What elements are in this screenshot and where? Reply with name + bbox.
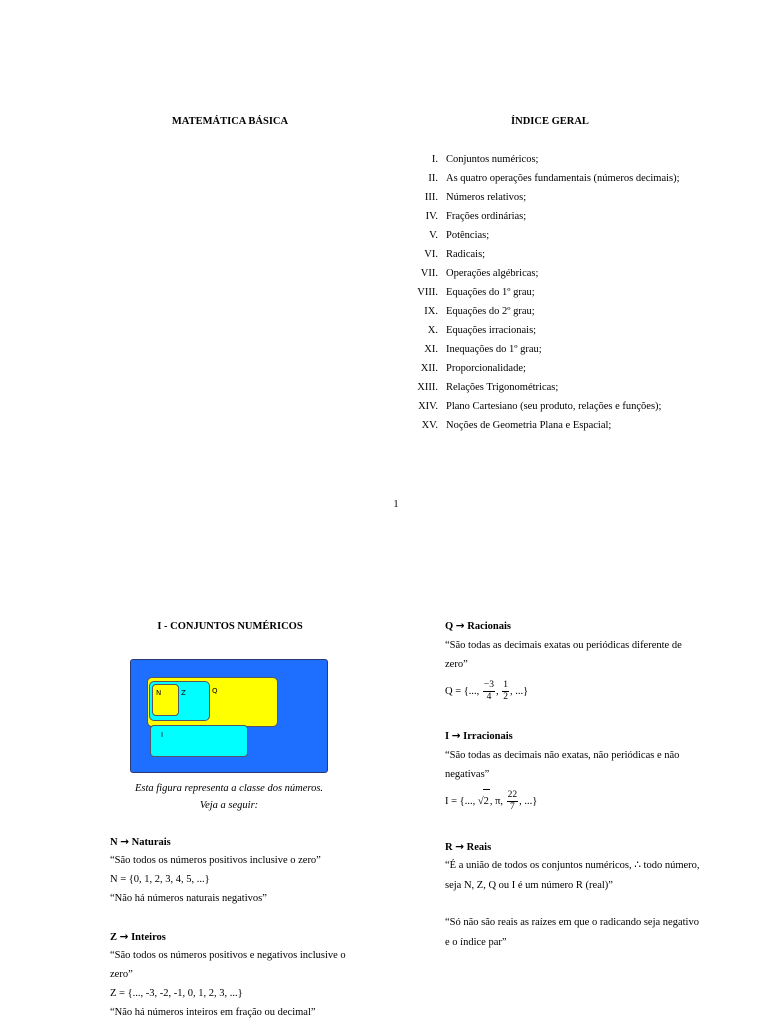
- page-number: 1: [393, 499, 399, 510]
- index-item-number: XIV.: [418, 401, 438, 412]
- reais-symbol: R: [445, 842, 453, 853]
- arrow-icon: →: [455, 620, 465, 632]
- irracionais-heading: [445, 730, 513, 742]
- irracionais-set-suffix: , ...}: [519, 796, 538, 807]
- venn-set-i: [150, 725, 248, 757]
- index-item-text: Noções de Geometria Plana e Espacial;: [446, 420, 612, 431]
- index-item-text: Equações do 1º grau;: [446, 287, 535, 298]
- index-item: [395, 340, 725, 359]
- naturais-set: N = {0, 1, 2, 3, 4, 5, ...}: [110, 874, 210, 885]
- index-item-number: I.: [431, 154, 438, 165]
- index-item: [395, 264, 725, 283]
- venn-label-i: I: [161, 731, 164, 739]
- fraction-denominator: 4: [486, 692, 492, 703]
- index-item-number: IV.: [425, 211, 438, 222]
- index-item: [395, 188, 725, 207]
- index-item-text: Conjuntos numéricos;: [446, 154, 539, 165]
- reais-line-1: “É a união de todos os conjuntos numéricos, ∴ todo número,: [445, 860, 700, 871]
- index-item-number: V.: [429, 230, 438, 241]
- left-title: MATEMÁTICA BÁSICA: [171, 116, 289, 127]
- arrow-icon: →: [455, 841, 465, 853]
- index-item: [395, 207, 725, 226]
- racionais-set: [445, 680, 528, 704]
- irracionais-line-2: negativas”: [445, 769, 490, 780]
- reais-line-4: e o índice par”: [445, 937, 507, 948]
- index-item-text: Equações do 2º grau;: [446, 306, 535, 317]
- fraction-denominator: 7: [510, 802, 515, 813]
- index-item-number: III.: [424, 192, 438, 203]
- index-item-number: XII.: [420, 363, 438, 374]
- index-item-text: Plano Cartesiano (seu produto, relações e funções);: [446, 401, 662, 412]
- index-item: [395, 226, 725, 245]
- inteiros-heading: [110, 931, 166, 943]
- figure-caption: [110, 780, 348, 814]
- racionais-line-2: zero”: [445, 659, 468, 670]
- venn-label-z: Z: [181, 689, 186, 697]
- index-item: [395, 283, 725, 302]
- index-item: [395, 378, 725, 397]
- fraction-denominator: 2: [503, 692, 509, 703]
- index-item-text: As quatro operações fundamentais (números decimais);: [446, 173, 680, 184]
- naturais-name: Naturais: [131, 837, 171, 848]
- arrow-icon: →: [120, 836, 130, 848]
- index-title: ÍNDICE GERAL: [511, 116, 589, 127]
- index-item: [395, 245, 725, 264]
- racionais-symbol: Q: [445, 621, 454, 632]
- index-item-number: II.: [428, 173, 438, 184]
- fraction-numerator: 22: [507, 790, 518, 801]
- reais-name: Reais: [466, 842, 492, 853]
- index-item: [395, 397, 725, 416]
- section-title: I - CONJUNTOS NUMÉRICOS: [157, 621, 303, 632]
- index-item: [395, 150, 725, 169]
- irracionais-line-1: “São todas as decimais não exatas, não periódicas e não: [445, 750, 680, 761]
- index-item-text: Potências;: [446, 230, 490, 241]
- arrow-icon: →: [119, 931, 129, 943]
- inteiros-line-4: “Não há números inteiros em fração ou decimal”: [110, 1007, 316, 1018]
- index-item: [395, 302, 725, 321]
- caption-line-1: Esta figura representa a classe dos números.: [134, 783, 324, 794]
- naturais-symbol: N: [110, 837, 118, 848]
- caption-line-2: Veja a seguir:: [199, 800, 259, 811]
- venn-label-q: Q: [212, 687, 218, 695]
- racionais-name: Racionais: [467, 621, 511, 632]
- index-item-text: Relações Trigonométricas;: [446, 382, 559, 393]
- fraction-22-7: [507, 790, 519, 813]
- racionais-set-suffix: , ...}: [510, 686, 529, 697]
- naturais-heading: [110, 836, 171, 848]
- sqrt-icon: √: [477, 796, 484, 807]
- index-item: [395, 321, 725, 340]
- index-item-number: X.: [427, 325, 438, 336]
- inteiros-line-2: zero”: [110, 969, 133, 980]
- inteiros-name: Inteiros: [131, 932, 166, 943]
- inteiros-symbol: Z: [110, 932, 118, 943]
- naturais-line-1: “São todos os números positivos inclusive o zero”: [110, 855, 321, 866]
- racionais-line-1: “São todas as decimais exatas ou periódicas diferente de: [445, 640, 682, 651]
- arrow-icon: →: [451, 730, 461, 742]
- racionais-heading: [445, 620, 511, 632]
- index-item-number: VII.: [420, 268, 438, 279]
- venn-set-n: [152, 684, 179, 716]
- fraction-neg-3-4: [483, 680, 495, 703]
- irracionais-name: Irracionais: [463, 731, 513, 742]
- inteiros-set: Z = {..., -3, -2, -1, 0, 1, 2, 3, ...}: [110, 988, 243, 999]
- index-item-text: Radicais;: [446, 249, 486, 260]
- separator: ,: [496, 686, 499, 697]
- index-item-text: Equações irracionais;: [446, 325, 537, 336]
- naturais-line-3: “Não há números naturais negativos”: [110, 893, 267, 904]
- index-item-text: Frações ordinárias;: [446, 211, 527, 222]
- index-item: [395, 416, 725, 435]
- index-item-number: IX.: [424, 306, 438, 317]
- irracionais-set: [445, 789, 537, 814]
- fraction-numerator: 1: [503, 680, 509, 691]
- reais-line-3: “Só não são reais as raízes em que o radicando seja negativo: [445, 917, 699, 928]
- sqrt-argument: 2: [483, 789, 490, 814]
- inteiros-line-1: “São todos os números positivos e negativos inclusive o: [110, 950, 346, 961]
- index-item-number: VIII.: [417, 287, 438, 298]
- fraction-1-2: [502, 680, 509, 703]
- index-item-number: XI.: [424, 344, 438, 355]
- racionais-set-prefix: Q = {...,: [445, 686, 480, 697]
- index-item-text: Operações algébricas;: [446, 268, 539, 279]
- index-item-text: Proporcionalidade;: [446, 363, 526, 374]
- reais-heading: [445, 841, 491, 853]
- index-item: [395, 169, 725, 188]
- index-item: [395, 359, 725, 378]
- index-item-text: Números relativos;: [446, 192, 527, 203]
- index-item-number: VI.: [424, 249, 438, 260]
- index-item-number: XV.: [421, 420, 438, 431]
- index-item-number: XIII.: [417, 382, 438, 393]
- pi-part: , π,: [489, 796, 504, 807]
- venn-label-n: N: [156, 689, 162, 697]
- irracionais-set-prefix: I = {...,: [445, 796, 476, 807]
- index-item-text: Inequações do 1º grau;: [446, 344, 542, 355]
- irracionais-symbol: I: [445, 731, 450, 742]
- fraction-numerator: −3: [483, 680, 495, 691]
- reais-line-2: seja N, Z, Q ou I é um número R (real)”: [445, 880, 613, 891]
